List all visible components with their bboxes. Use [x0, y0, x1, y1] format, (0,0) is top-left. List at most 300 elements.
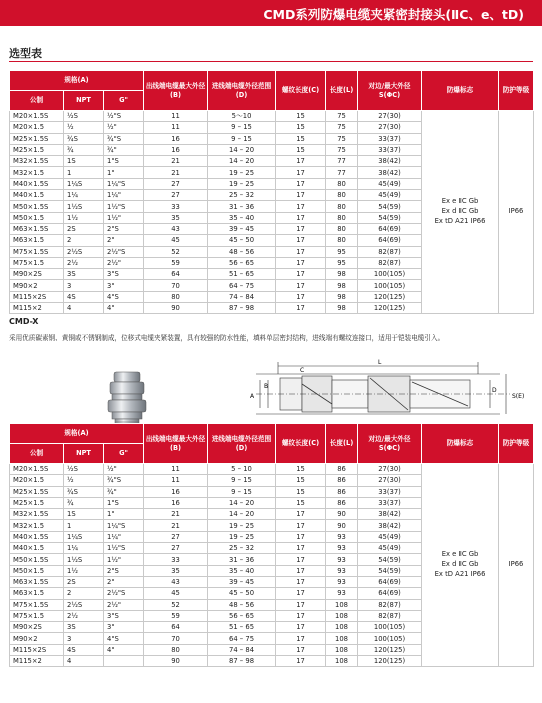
outer-diameter-cell: 64: [144, 622, 208, 633]
length-cell: 80: [326, 212, 358, 223]
header-g: G": [104, 91, 144, 111]
inner-range-cell: 51 – 65: [208, 622, 276, 633]
npt-cell: 2½S: [64, 599, 104, 610]
thread-length-cell: 15: [276, 133, 326, 144]
outer-diameter-cell: 16: [144, 144, 208, 155]
outer-diameter-cell: 16: [144, 497, 208, 508]
across-flats-cell: 100(105): [358, 280, 422, 291]
dimension-drawing: [220, 358, 536, 418]
length-cell: 98: [326, 291, 358, 302]
length-cell: 90: [326, 520, 358, 531]
npt-cell: 4S: [64, 291, 104, 302]
length-cell: 86: [326, 486, 358, 497]
metric-cell: M75×1.5: [10, 610, 64, 621]
header-inner-range: 进线端电缆外径范围(D): [208, 424, 276, 464]
thread-length-cell: 17: [276, 565, 326, 576]
g-cell: 1¼": [104, 190, 144, 201]
g-cell: ½": [104, 464, 144, 475]
across-flats-cell: 38(42): [358, 167, 422, 178]
metric-cell: M90×2: [10, 633, 64, 644]
g-cell: 2½"S: [104, 588, 144, 599]
outer-diameter-cell: 21: [144, 167, 208, 178]
metric-cell: M115×2S: [10, 644, 64, 655]
outer-diameter-cell: 90: [144, 303, 208, 314]
header-length: 长度(L): [326, 424, 358, 464]
inner-range-cell: 19 – 25: [208, 178, 276, 189]
header-bar: [0, 0, 542, 26]
metric-cell: M32×1.5: [10, 520, 64, 531]
g-cell: 1"S: [104, 497, 144, 508]
thread-length-cell: 17: [276, 291, 326, 302]
thread-length-cell: 15: [276, 111, 326, 122]
header-inner-range: 进线端电缆外径范围(D): [208, 71, 276, 111]
inner-range-cell: 9 – 15: [208, 122, 276, 133]
length-cell: 75: [326, 144, 358, 155]
npt-cell: 3S: [64, 269, 104, 280]
npt-cell: 1¼: [64, 543, 104, 554]
outer-diameter-cell: 59: [144, 257, 208, 268]
outer-diameter-cell: 52: [144, 246, 208, 257]
ex-mark-cell: [422, 464, 499, 667]
across-flats-cell: 54(59): [358, 201, 422, 212]
thread-length-cell: 17: [276, 644, 326, 655]
across-flats-cell: 45(49): [358, 531, 422, 542]
g-cell: 2½": [104, 257, 144, 268]
metric-cell: M50×1.5: [10, 565, 64, 576]
metric-cell: M25×1.5S: [10, 133, 64, 144]
outer-diameter-cell: 21: [144, 156, 208, 167]
npt-cell: 2S: [64, 576, 104, 587]
header-metric: 公制: [10, 91, 64, 111]
outer-diameter-cell: 27: [144, 531, 208, 542]
g-cell: 1½"S: [104, 201, 144, 212]
thread-length-cell: 17: [276, 531, 326, 542]
npt-cell: 2½: [64, 610, 104, 621]
g-cell: ¾": [104, 486, 144, 497]
inner-range-cell: 19 – 25: [208, 167, 276, 178]
g-cell: 3": [104, 622, 144, 633]
thread-length-cell: 17: [276, 633, 326, 644]
across-flats-cell: 38(42): [358, 156, 422, 167]
length-cell: 108: [326, 599, 358, 610]
inner-range-cell: 14 – 20: [208, 497, 276, 508]
inner-range-cell: 51 – 65: [208, 269, 276, 280]
thread-length-cell: 17: [276, 656, 326, 667]
outer-diameter-cell: 27: [144, 543, 208, 554]
metric-cell: M40×1.5S: [10, 531, 64, 542]
thread-length-cell: 17: [276, 167, 326, 178]
g-cell: 4"S: [104, 633, 144, 644]
outer-diameter-cell: 80: [144, 291, 208, 302]
header-across-flats: 对边/最大外径S(ΦC): [358, 424, 422, 464]
inner-range-cell: 9 – 15: [208, 486, 276, 497]
metric-cell: M40×1.5: [10, 190, 64, 201]
header-ex-mark: 防爆标志: [422, 71, 499, 111]
length-cell: 98: [326, 269, 358, 280]
metric-cell: M115×2: [10, 303, 64, 314]
drawing-label-c: C: [300, 367, 305, 374]
npt-cell: 1: [64, 520, 104, 531]
cmdx-description: 采用优质碳素钢、黄铜或不锈钢制成，位移式电缆夹紧装置，具有较强的防水性能，填料单层密封结构，进线端有螺纹连接口，适用于铠装电缆引入。: [9, 334, 445, 342]
across-flats-cell: 120(125): [358, 303, 422, 314]
across-flats-cell: 45(49): [358, 543, 422, 554]
header-ex-mark: 防爆标志: [422, 424, 499, 464]
inner-range-cell: 48 – 56: [208, 246, 276, 257]
inner-range-cell: 64 – 75: [208, 280, 276, 291]
npt-cell: 3S: [64, 622, 104, 633]
thread-length-cell: 17: [276, 235, 326, 246]
metric-cell: M25×1.5: [10, 144, 64, 155]
length-cell: 75: [326, 122, 358, 133]
ex-mark-line: Ex tD A21 IP66: [434, 570, 486, 579]
outer-diameter-cell: 11: [144, 464, 208, 475]
thread-length-cell: 17: [276, 543, 326, 554]
outer-diameter-cell: 11: [144, 122, 208, 133]
metric-cell: M40×1.5S: [10, 178, 64, 189]
outer-diameter-cell: 33: [144, 554, 208, 565]
length-cell: 75: [326, 111, 358, 122]
length-cell: 93: [326, 565, 358, 576]
outer-diameter-cell: 21: [144, 509, 208, 520]
npt-cell: 1¼S: [64, 531, 104, 542]
g-cell: ½": [104, 122, 144, 133]
section-label: 选型表: [9, 47, 42, 60]
metric-cell: M20×1.5: [10, 122, 64, 133]
npt-cell: ¾: [64, 497, 104, 508]
metric-cell: M32×1.5: [10, 167, 64, 178]
across-flats-cell: 54(59): [358, 554, 422, 565]
npt-cell: 1½: [64, 565, 104, 576]
across-flats-cell: 27(30): [358, 111, 422, 122]
thread-length-cell: 17: [276, 303, 326, 314]
inner-range-cell: 5 – 10: [208, 464, 276, 475]
length-cell: 108: [326, 633, 358, 644]
across-flats-cell: 100(105): [358, 269, 422, 280]
ex-mark-cell: [422, 111, 499, 314]
length-cell: 93: [326, 588, 358, 599]
g-cell: 3"S: [104, 610, 144, 621]
npt-cell: ¾S: [64, 486, 104, 497]
outer-diameter-cell: 16: [144, 486, 208, 497]
across-flats-cell: 33(37): [358, 486, 422, 497]
across-flats-cell: 27(30): [358, 475, 422, 486]
inner-range-cell: 14 – 20: [208, 144, 276, 155]
header-npt: NPT: [64, 444, 104, 464]
outer-diameter-cell: 35: [144, 565, 208, 576]
metric-cell: M25×1.5: [10, 497, 64, 508]
across-flats-cell: 38(42): [358, 520, 422, 531]
length-cell: 93: [326, 543, 358, 554]
thread-length-cell: 17: [276, 554, 326, 565]
across-flats-cell: 33(37): [358, 133, 422, 144]
thread-length-cell: 17: [276, 212, 326, 223]
metric-cell: M90×2S: [10, 269, 64, 280]
length-cell: 93: [326, 554, 358, 565]
metric-cell: M32×1.5S: [10, 156, 64, 167]
thread-length-cell: 15: [276, 122, 326, 133]
length-cell: 108: [326, 656, 358, 667]
across-flats-cell: 82(87): [358, 257, 422, 268]
across-flats-cell: 38(42): [358, 509, 422, 520]
npt-cell: 1¼: [64, 190, 104, 201]
across-flats-cell: 64(69): [358, 588, 422, 599]
thread-length-cell: 17: [276, 257, 326, 268]
metric-cell: M63×1.5: [10, 588, 64, 599]
g-cell: 2½"S: [104, 246, 144, 257]
metric-cell: M63×1.5S: [10, 576, 64, 587]
across-flats-cell: 27(30): [358, 464, 422, 475]
g-cell: 2"S: [104, 565, 144, 576]
inner-range-cell: 56 – 65: [208, 257, 276, 268]
g-cell: 1": [104, 509, 144, 520]
across-flats-cell: 64(69): [358, 576, 422, 587]
metric-cell: M63×1.5S: [10, 223, 64, 234]
thread-length-cell: 17: [276, 576, 326, 587]
length-cell: 75: [326, 133, 358, 144]
metric-cell: M115×2S: [10, 291, 64, 302]
header-g: G": [104, 444, 144, 464]
header-outer-diameter: 出线端电缆最大外径(B): [144, 71, 208, 111]
length-cell: 80: [326, 201, 358, 212]
outer-diameter-cell: 70: [144, 280, 208, 291]
length-cell: 80: [326, 235, 358, 246]
npt-cell: 1¼S: [64, 178, 104, 189]
metric-cell: M75×1.5S: [10, 246, 64, 257]
thread-length-cell: 17: [276, 588, 326, 599]
npt-cell: 2: [64, 235, 104, 246]
across-flats-cell: 33(37): [358, 144, 422, 155]
npt-cell: 4: [64, 303, 104, 314]
outer-diameter-cell: 11: [144, 111, 208, 122]
length-cell: 86: [326, 497, 358, 508]
drawing-label-a: A: [250, 393, 255, 400]
length-cell: 77: [326, 167, 358, 178]
outer-diameter-cell: 27: [144, 178, 208, 189]
across-flats-cell: 33(37): [358, 497, 422, 508]
across-flats-cell: 64(69): [358, 223, 422, 234]
metric-cell: M75×1.5S: [10, 599, 64, 610]
g-cell: ¾": [104, 144, 144, 155]
inner-range-cell: 25 – 32: [208, 190, 276, 201]
metric-cell: M32×1.5S: [10, 509, 64, 520]
g-cell: 1¼": [104, 531, 144, 542]
metric-cell: M20×1.5S: [10, 111, 64, 122]
thread-length-cell: 15: [276, 144, 326, 155]
inner-range-cell: 9 – 15: [208, 475, 276, 486]
inner-range-cell: 45 – 50: [208, 235, 276, 246]
length-cell: 98: [326, 280, 358, 291]
length-cell: 80: [326, 190, 358, 201]
length-cell: 108: [326, 622, 358, 633]
ex-mark-line: Ex e ⅡC Gb: [441, 550, 479, 559]
header-thread-length: 螺纹长度(C): [276, 424, 326, 464]
g-cell: 2": [104, 576, 144, 587]
across-flats-cell: 120(125): [358, 656, 422, 667]
table-row: [10, 464, 534, 475]
thread-length-cell: 15: [276, 486, 326, 497]
inner-range-cell: 19 – 25: [208, 520, 276, 531]
inner-range-cell: 56 – 65: [208, 610, 276, 621]
across-flats-cell: 120(125): [358, 291, 422, 302]
thread-length-cell: 17: [276, 269, 326, 280]
metric-cell: M90×2: [10, 280, 64, 291]
npt-cell: ½S: [64, 464, 104, 475]
thread-length-cell: 17: [276, 610, 326, 621]
inner-range-cell: 31 – 36: [208, 554, 276, 565]
ex-mark-line: Ex d ⅡC Gb: [441, 560, 479, 569]
length-cell: 108: [326, 644, 358, 655]
npt-cell: 3: [64, 280, 104, 291]
inner-range-cell: 14 – 20: [208, 156, 276, 167]
across-flats-cell: 82(87): [358, 599, 422, 610]
header-thread-length: 螺纹长度(C): [276, 71, 326, 111]
length-cell: 93: [326, 531, 358, 542]
across-flats-cell: 45(49): [358, 190, 422, 201]
g-cell: 1½": [104, 554, 144, 565]
outer-diameter-cell: 16: [144, 133, 208, 144]
length-cell: 95: [326, 246, 358, 257]
length-cell: 80: [326, 223, 358, 234]
inner-range-cell: 35 – 40: [208, 212, 276, 223]
thread-length-cell: 17: [276, 599, 326, 610]
length-cell: 98: [326, 303, 358, 314]
g-cell: ¾"S: [104, 133, 144, 144]
outer-diameter-cell: 35: [144, 212, 208, 223]
inner-range-cell: 25 – 32: [208, 543, 276, 554]
selection-table-cmdx: [9, 423, 534, 667]
drawing-label-d: D: [492, 387, 497, 394]
length-cell: 95: [326, 257, 358, 268]
table-row: [10, 111, 534, 122]
length-cell: 80: [326, 178, 358, 189]
g-cell: 1¼"S: [104, 178, 144, 189]
across-flats-cell: 45(49): [358, 178, 422, 189]
g-cell: 3"S: [104, 269, 144, 280]
outer-diameter-cell: 33: [144, 201, 208, 212]
length-cell: 77: [326, 156, 358, 167]
thread-length-cell: 17: [276, 201, 326, 212]
outer-diameter-cell: 59: [144, 610, 208, 621]
across-flats-cell: 54(59): [358, 565, 422, 576]
g-cell: 1¼"S: [104, 520, 144, 531]
inner-range-cell: 31 – 36: [208, 201, 276, 212]
across-flats-cell: 100(105): [358, 622, 422, 633]
header-metric: 公制: [10, 444, 64, 464]
header-ip-grade: 防护等级: [499, 424, 534, 464]
g-cell: 4": [104, 644, 144, 655]
outer-diameter-cell: 43: [144, 223, 208, 234]
inner-range-cell: 74 – 84: [208, 291, 276, 302]
across-flats-cell: 120(125): [358, 644, 422, 655]
metric-cell: M40×1.5: [10, 543, 64, 554]
thread-length-cell: 17: [276, 280, 326, 291]
inner-range-cell: 39 – 45: [208, 576, 276, 587]
thread-length-cell: 17: [276, 509, 326, 520]
g-cell: 4": [104, 303, 144, 314]
g-cell: 2"S: [104, 223, 144, 234]
ip-grade-cell: IP66: [499, 464, 534, 667]
length-cell: 93: [326, 576, 358, 587]
metric-cell: M50×1.5: [10, 212, 64, 223]
across-flats-cell: 82(87): [358, 610, 422, 621]
outer-diameter-cell: 90: [144, 656, 208, 667]
thread-length-cell: 17: [276, 178, 326, 189]
outer-diameter-cell: 80: [144, 644, 208, 655]
inner-range-cell: 39 – 45: [208, 223, 276, 234]
inner-range-cell: 5～10: [208, 111, 276, 122]
cmdx-title: CMD-X: [9, 317, 39, 326]
header-spec: 规格(A): [10, 424, 144, 444]
across-flats-cell: 82(87): [358, 246, 422, 257]
npt-cell: ½: [64, 122, 104, 133]
npt-cell: ½S: [64, 111, 104, 122]
metric-cell: M90×2S: [10, 622, 64, 633]
metric-cell: M63×1.5: [10, 235, 64, 246]
across-flats-cell: 54(59): [358, 212, 422, 223]
length-cell: 108: [326, 610, 358, 621]
npt-cell: 2½: [64, 257, 104, 268]
ip-grade-cell: IP66: [499, 111, 534, 314]
header-spec: 规格(A): [10, 71, 144, 91]
inner-range-cell: 14 – 20: [208, 509, 276, 520]
g-cell: 4"S: [104, 291, 144, 302]
inner-range-cell: 64 – 75: [208, 633, 276, 644]
npt-cell: ¾: [64, 144, 104, 155]
npt-cell: 4: [64, 656, 104, 667]
npt-cell: 1S: [64, 156, 104, 167]
thread-length-cell: 15: [276, 464, 326, 475]
outer-diameter-cell: 27: [144, 190, 208, 201]
g-cell: 1"S: [104, 156, 144, 167]
header-npt: NPT: [64, 91, 104, 111]
inner-range-cell: 45 – 50: [208, 588, 276, 599]
metric-cell: M115×2: [10, 656, 64, 667]
metric-cell: M75×1.5: [10, 257, 64, 268]
length-cell: 86: [326, 464, 358, 475]
drawing-label-s: S(E): [512, 393, 525, 400]
ex-mark-line: Ex e ⅡC Gb: [441, 197, 479, 206]
g-cell: 2": [104, 235, 144, 246]
npt-cell: 1½S: [64, 201, 104, 212]
header-ip-grade: 防护等级: [499, 71, 534, 111]
npt-cell: 2S: [64, 223, 104, 234]
header-across-flats: 对边/最大外径S(ΦC): [358, 71, 422, 111]
g-cell: 1½"S: [104, 543, 144, 554]
inner-range-cell: 9 – 15: [208, 133, 276, 144]
across-flats-cell: 27(30): [358, 122, 422, 133]
outer-diameter-cell: 45: [144, 588, 208, 599]
outer-diameter-cell: 21: [144, 520, 208, 531]
inner-range-cell: 19 – 25: [208, 531, 276, 542]
npt-cell: ½: [64, 475, 104, 486]
outer-diameter-cell: 70: [144, 633, 208, 644]
length-cell: 90: [326, 509, 358, 520]
g-cell: ½"S: [104, 111, 144, 122]
thread-length-cell: 17: [276, 190, 326, 201]
length-cell: 86: [326, 475, 358, 486]
npt-cell: 1½: [64, 212, 104, 223]
metric-cell: M50×1.5S: [10, 554, 64, 565]
npt-cell: 2½S: [64, 246, 104, 257]
ex-mark-line: Ex d ⅡC Gb: [441, 207, 479, 216]
outer-diameter-cell: 45: [144, 235, 208, 246]
inner-range-cell: 35 – 40: [208, 565, 276, 576]
g-cell: [104, 656, 144, 667]
drawing-label-l: L: [378, 359, 382, 366]
inner-range-cell: 48 – 56: [208, 599, 276, 610]
metric-cell: M20×1.5: [10, 475, 64, 486]
npt-cell: 3: [64, 633, 104, 644]
